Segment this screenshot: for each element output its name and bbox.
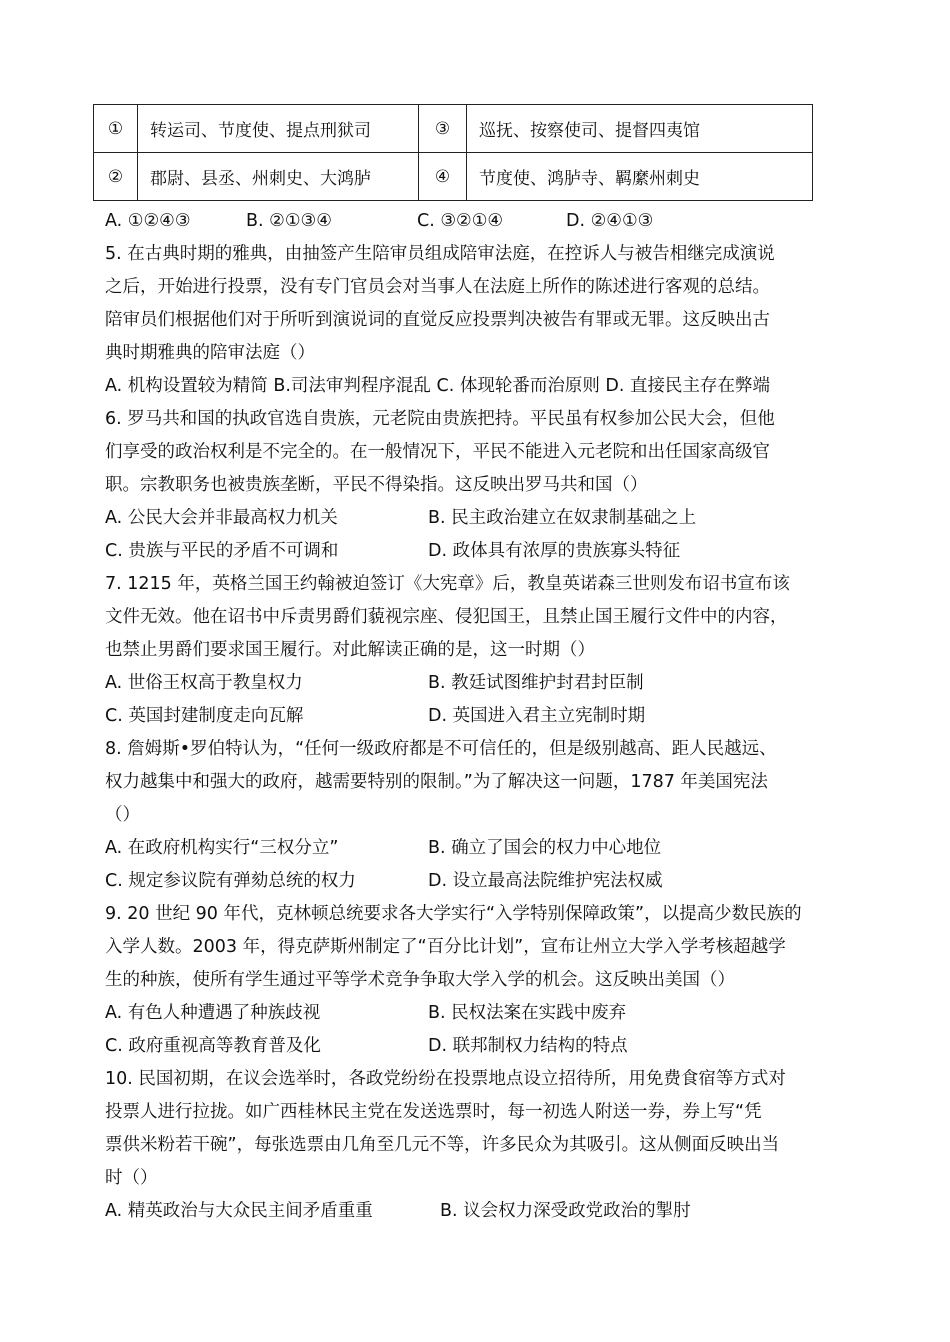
q7-stem-line: 文件无效。他在诏书中斥责男爵们藐视宗座、侵犯国王，且禁止国王履行文件中的内容， [105,607,788,627]
q8-option-a: A. 在政府机构实行“三权分立” [105,838,339,858]
q8-stem-line: 8. 詹姆斯•罗伯特认为，“任何一级政府都是不可信任的，但是级别越高、距人民越远、 [105,739,777,759]
q4-option-d: D. ②④①③ [566,211,654,231]
q8-option-d: D. 设立最高法院维护宪法权威 [428,871,663,891]
q8-stem-line: （） [105,805,140,825]
table-cell-text: 巡抚、按察使司、提督四夷馆 [467,105,813,153]
q10-stem-line: 时（） [105,1168,158,1188]
table-cell-number: ③ [419,105,467,153]
q6-option-d: D. 政体具有浓厚的贵族寡头特征 [428,541,681,561]
table-cell-number: ① [94,105,138,153]
q5-stem-line: 典时期雅典的陪审法庭（） [105,343,315,363]
q9-stem-line: 入学人数。2003 年，得克萨斯州制定了“百分比计划”，宣布让州立大学入学考核超越学 [105,937,786,957]
table-cell-text: 郡尉、县丞、州刺史、大鸿胪 [138,153,419,201]
q5-options: A. 机构设置较为精简 B.司法审判程序混乱 C. 体现轮番而治原则 D. 直接民主存在弊端 [105,376,770,396]
q5-stem-line: 陪审员们根据他们对于所听到演说词的直觉反应投票判决被告有罪或无罪。这反映出古 [105,310,770,330]
q9-stem-line: 生的种族，使所有学生通过平等学术竞争争取大学入学的机会。这反映出美国（） [105,970,735,990]
table-cell-text: 节度使、鸿胪寺、羁縻州刺史 [467,153,813,201]
q5-stem-line: 5. 在古典时期的雅典，由抽签产生陪审员组成陪审法庭，在控诉人与被告相继完成演说 [105,244,775,264]
q6-stem-line: 6. 罗马共和国的执政官选自贵族，元老院由贵族把持。平民虽有权参加公民大会，但他 [105,409,775,429]
q6-stem-line: 们享受的政治权利是不完全的。在一般情况下，平民不能进入元老院和出任国家高级官 [105,442,770,462]
q6-option-a: A. 公民大会并非最高权力机关 [105,508,338,528]
q8-option-c: C. 规定参议院有弹劾总统的权力 [105,871,356,891]
q4-option-b: B. ②①③④ [246,211,332,231]
q6-option-c: C. 贵族与平民的矛盾不可调和 [105,541,339,561]
q7-stem-line: 也禁止男爵们要求国王履行。对此解读正确的是，这一时期（） [105,640,595,660]
table-row [94,105,813,153]
q10-stem-line: 投票人进行拉拢。如广西桂林民主党在发送选票时，每一初选人附送一券，券上写“凭 [105,1102,762,1122]
q7-stem-line: 7. 1215 年，英格兰国王约翰被迫签订《大宪章》后，教皇英诺森三世则发布诏书宣布该 [105,574,790,594]
q8-option-b: B. 确立了国会的权力中心地位 [428,838,662,858]
options-table [93,104,813,201]
table-cell-number: ④ [419,153,467,201]
q7-option-b: B. 教廷试图维护封君封臣制 [428,673,644,693]
q8-stem-line: 权力越集中和强大的政府，越需要特别的限制。”为了解决这一问题，1787 年美国宪法 [105,772,768,792]
table-cell-number: ② [94,153,138,201]
q10-option-b: B. 议会权力深受政党政治的掣肘 [440,1201,691,1221]
q10-stem-line: 10. 民国初期，在议会选举时，各政党纷纷在投票地点设立招待所，用免费食宿等方式对 [105,1069,786,1089]
table-row [94,153,813,201]
q10-option-a: A. 精英政治与大众民主间矛盾重重 [105,1201,373,1221]
q7-option-a: A. 世俗王权高于教皇权力 [105,673,303,693]
q7-option-c: C. 英国封建制度走向瓦解 [105,706,304,726]
q9-option-d: D. 联邦制权力结构的特点 [428,1036,628,1056]
q9-stem-line: 9. 20 世纪 90 年代，克林顿总统要求各大学实行“入学特别保障政策”，以提高少数民族的 [105,904,802,924]
q10-stem-line: 票供米粉若干碗”，每张选票由几角至几元不等，许多民众为其吸引。这从侧面反映出当 [105,1135,780,1155]
q4-option-a: A. ①②④③ [105,211,191,231]
q9-option-a: A. 有色人种遭遇了种族歧视 [105,1003,321,1023]
q9-option-b: B. 民权法案在实践中废弃 [428,1003,627,1023]
q6-stem-line: 职。宗教职务也被贵族垄断，平民不得染指。这反映出罗马共和国（） [105,475,648,495]
q6-option-b: B. 民主政治建立在奴隶制基础之上 [428,508,697,528]
q5-stem-line: 之后，开始进行投票，没有专门官员会对当事人在法庭上所作的陈述进行客观的总结。 [105,277,770,297]
q7-option-d: D. 英国进入君主立宪制时期 [428,706,646,726]
q9-option-c: C. 政府重视高等教育普及化 [105,1036,321,1056]
table-cell-text: 转运司、节度使、提点刑狱司 [138,105,419,153]
q4-option-c: C. ③②①④ [417,211,504,231]
